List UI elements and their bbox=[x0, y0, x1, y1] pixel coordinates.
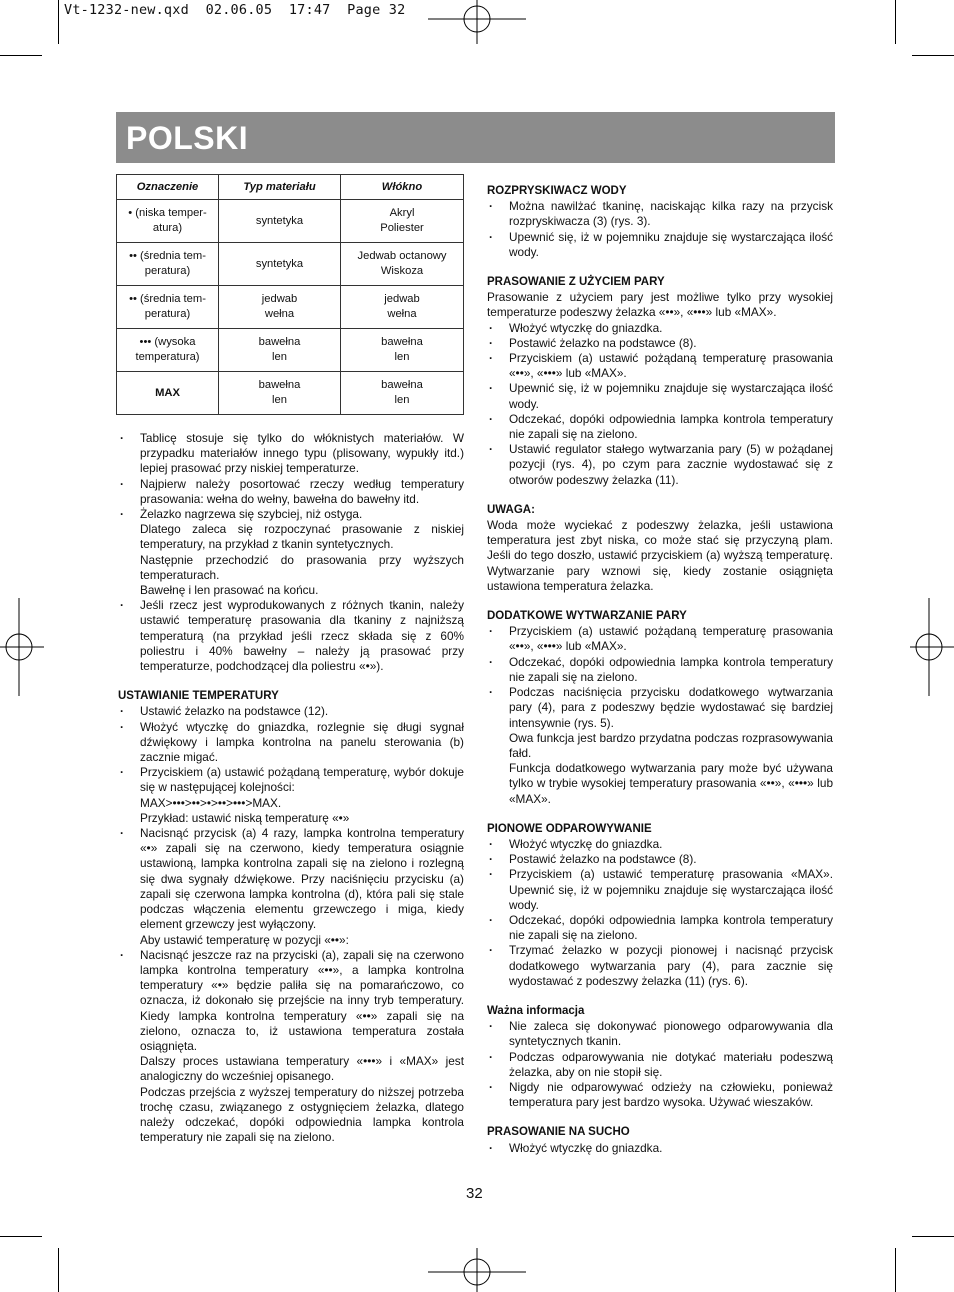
table-cell: Jedwab octanowy Wiskoza bbox=[341, 243, 464, 286]
left-column bbox=[118, 431, 464, 1145]
section-heading: Ważna informacja bbox=[487, 1004, 585, 1017]
section-heading: ROZPRYSKIWACZ WODY bbox=[487, 185, 627, 197]
list-item: · Przyciskiem (a) ustawić temperaturę prasowania «MAX». Upewnić się, iż w pojemniku znajduje się wystarczająca ilość wody. bbox=[487, 867, 833, 913]
registration-mark-left bbox=[0, 598, 44, 696]
list-item: · Nie zaleca się dokonywać pionowego odparowywania dla syntetycznych tkanin. bbox=[487, 1019, 833, 1049]
section-banner bbox=[116, 112, 835, 163]
ironing-temperature-table bbox=[116, 174, 464, 415]
intro-list bbox=[118, 431, 464, 674]
list-item: · Upewnić się, iż w pojemniku znajduje się wystarczająca ilość wody. bbox=[487, 230, 833, 260]
crop-mark bbox=[58, 1248, 59, 1292]
section-heading: USTAWIANIE TEMPERATURY bbox=[118, 690, 279, 703]
list-item: · Nigdy nie odparowywać odzieży na człowieku, ponieważ temperatura pary jest bardzo wysoka. Używać wieszaków. bbox=[487, 1080, 833, 1110]
table-row bbox=[117, 243, 464, 286]
list-item: · Postawić żelazko na podstawce (8). bbox=[487, 852, 833, 867]
table-cell: bawełna len bbox=[341, 372, 464, 415]
list-item: · Ustawić regulator stałego wytwarzania pary (5) w pożądanej pozycji (rys. 4), po czym para zacznie wydostawać się z otworów podeszwy żelazka (11). bbox=[487, 442, 833, 488]
list-item: · Nacisnąć przycisk (a) 4 razy, lampka kontrolna temperatury «•» zapali się na czerwono, kiedy temperatura osiągnie ustawioną, lampka kontrolna zapali się na zielono i rozlegną się dwa sygnały dźwiękowe. Przy naciśnięciu przycisku (a) zapali się czerwona lampka kontrolna (d), która pali się stale podczas włączenia elementu grzewczego i miga, kiedy element grzewczy jest wyłączony. Aby ustawić temperaturę w pozycji «••»: bbox=[118, 826, 464, 948]
table-cell: syntetyka bbox=[219, 200, 341, 243]
table-row bbox=[117, 200, 464, 243]
table-cell: •• (średnia tem-peratura) bbox=[117, 286, 219, 329]
list-item: · Włożyć wtyczkę do gniazdka. bbox=[487, 837, 833, 852]
list-item: · Odczekać, dopóki odpowiednia lampka kontrola temperatury nie zapali się na zielono. bbox=[487, 412, 833, 442]
list-item: · Przyciskiem (a) ustawić pożądaną temperaturę prasowania «••», «•••» lub «MAX». bbox=[487, 624, 833, 654]
table-row bbox=[117, 372, 464, 415]
crop-mark bbox=[58, 0, 59, 44]
spray-list bbox=[487, 199, 833, 260]
section-heading: DODATKOWE WYTWARZANIE PARY bbox=[487, 610, 687, 623]
list-item: · Trzymać żelazko w pozycji pionowej i nacisnąć przycisk dodatkowego wytwarzania pary (4), para zacznie się wydostawać z podeszwy żelazka (11) (rys. 6). bbox=[487, 943, 833, 989]
page-number: 32 bbox=[466, 1185, 483, 1202]
list-item: · Ustawić żelazko na podstawce (12). bbox=[118, 704, 464, 719]
list-item: · Włożyć wtyczkę do gniazdka, rozlegnie się długi sygnał dźwiękowy i lampka kontrolna na panelu sterowania (b) zacznie migać. bbox=[118, 720, 464, 766]
paragraph: Woda może wyciekać z podeszwy żelazka, jeśli ustawiona temperatura jest zbyt niska, co może stać się przyczyną plam. Jeśli do tego doszło, ustawić przyciskiem (a) wyższą temperaturę. Wytwarzanie pary wznowi się, kiedy zostanie osiągnięta ustawiona temperatura żelazka. bbox=[487, 518, 833, 593]
paragraph: Prasowanie z użyciem pary jest możliwe tylko przy wysokiej temperaturze podeszwy żelazka «••», «•••» lub «MAX». bbox=[487, 290, 833, 320]
list-item: · Tablicę stosuje się tylko do włóknistych materiałów. W przypadku materiałów innego typu (plisowany, wypukły itd.) lepiej prasować przy niskiej temperaturze. bbox=[118, 431, 464, 477]
section-heading: UWAGA: bbox=[487, 503, 535, 516]
column-header: Oznaczenie bbox=[117, 175, 219, 200]
list-item: · Jeśli rzecz jest wyprodukowanych z różnych tkanin, należy ustawić temperaturę prasowania dla tkaniny z najniższą temperaturą (na przykład jeśli rzecz składa się z 60% poliestru i 40% bawełny – należy ją prasować przy temperaturze, podchodzącej dla poliestru «•»). bbox=[118, 598, 464, 674]
table-cell: bawełna len bbox=[341, 329, 464, 372]
crop-mark bbox=[0, 1236, 42, 1237]
list-item: · Postawić żelazko na podstawce (8). bbox=[487, 336, 833, 351]
table-cell: •• (średnia tem-peratura) bbox=[117, 243, 219, 286]
crop-mark bbox=[912, 1236, 954, 1237]
table-row bbox=[117, 286, 464, 329]
list-item: · Nacisnąć jeszcze raz na przyciski (a), zapali się na czerwono lampka kontrolna temperatury «••», a lampka kontrolna temperatury «•» będzie paliła się na pomarańczowo, co oznacza, iż dokonało się przejście na inny tryb temperatury. Kiedy lampka kontrolna temperatury «••» zapali się na zielono, oznacza to, iż ustawiona temperatura została osiągnięta. Dalszy proces ustawiana temperatury «•••» i «MAX» jest analogiczny do wcześniej opisanego. Podczas przejścia z wyższej temperatury do niższej potrzeba trochę czasu, związanego z ostygnięciem żelazka, dlatego należy odczekać, dopóki odpowiednia lampka kontrola temperatury nie zapali się na zielono. bbox=[118, 948, 464, 1146]
table-cell: bawełna len bbox=[219, 329, 341, 372]
crop-mark bbox=[895, 1248, 896, 1292]
table-cell: jedwab wełna bbox=[341, 286, 464, 329]
temperature-list bbox=[118, 704, 464, 1145]
table-cell: MAX bbox=[117, 372, 219, 415]
table-cell: • (niska temper-atura) bbox=[117, 200, 219, 243]
table-row bbox=[117, 329, 464, 372]
extra-steam-list bbox=[487, 624, 833, 806]
list-item: · Odczekać, dopóki odpowiednia lampka kontrola temperatury nie zapali się na zielono. bbox=[487, 655, 833, 685]
column-header: Włókno bbox=[341, 175, 464, 200]
steam-list bbox=[487, 321, 833, 488]
vertical-steam-list bbox=[487, 837, 833, 989]
list-item: · Odczekać, dopóki odpowiednia lampka kontrola temperatury nie zapali się na zielono. bbox=[487, 913, 833, 943]
list-item: · Przyciskiem (a) ustawić pożądaną temperaturę prasowania «••», «•••» lub «MAX». bbox=[487, 351, 833, 381]
table-header-row bbox=[117, 175, 464, 200]
crop-mark bbox=[912, 55, 954, 56]
list-item: · Podczas odparowywania nie dotykać materiału podeszwą żelazka, aby on nie stopił się. bbox=[487, 1050, 833, 1080]
list-item: · Upewnić się, iż w pojemniku znajduje się wystarczająca ilość wody. bbox=[487, 381, 833, 411]
table-cell: jedwab wełna bbox=[219, 286, 341, 329]
list-item: · Włożyć wtyczkę do gniazdka. bbox=[487, 321, 833, 336]
list-item: · Żelazko nagrzewa się szybciej, niż ostyga. Dlatego zaleca się rozpoczynać prasowanie z niskiej temperatury, na przykład z tkanin syntetycznych. Następnie przechodzić do prasowania przy wyższych temperaturach. Bawełnę i len prasować na końcu. bbox=[118, 507, 464, 598]
registration-mark-top bbox=[428, 0, 526, 44]
table-cell: ••• (wysoka temperatura) bbox=[117, 329, 219, 372]
section-heading: PIONOWE ODPAROWYWANIE bbox=[487, 822, 652, 835]
registration-mark-bottom bbox=[428, 1248, 526, 1292]
page-title: POLSKI bbox=[126, 120, 249, 156]
column-header: Typ materiału bbox=[219, 175, 341, 200]
table-cell: syntetyka bbox=[219, 243, 341, 286]
list-item: · Podczas naciśnięcia przycisku dodatkowego wytwarzania pary (4), para z podeszwy będzie wydostawać się bardziej intensywnie (rys. 5). Owa funkcja jest bardzo przydatna podczas rozprasowywania fałd. Funkcja dodatkowego wytwarzania pary może być używana tylko w trybie wysokiej temperatury prasowania «••», «•••» lub «MAX». bbox=[487, 685, 833, 807]
crop-mark bbox=[895, 0, 896, 44]
right-column bbox=[487, 184, 833, 1156]
table-cell: Akryl Poliester bbox=[341, 200, 464, 243]
registration-mark-right bbox=[910, 598, 954, 696]
table-cell: bawełna len bbox=[219, 372, 341, 415]
important-list bbox=[487, 1019, 833, 1110]
crop-mark bbox=[0, 55, 42, 56]
print-slug-line: Vt-1232-new.qxd 02.06.05 17:47 Page 32 bbox=[64, 2, 406, 18]
section-heading: PRASOWANIE Z UŻYCIEM PARY bbox=[487, 276, 665, 289]
list-item: · Włożyć wtyczkę do gniazdka. bbox=[487, 1141, 833, 1156]
section-heading: PRASOWANIE NA SUCHO bbox=[487, 1126, 630, 1139]
list-item: · Przyciskiem (a) ustawić pożądaną temperaturę, wybór dokuje się w następującej kolejności: MAX>•••>••>•>••>•••>MAX. Przykład: ustawić niską temperaturę «•» bbox=[118, 765, 464, 826]
dry-ironing-list bbox=[487, 1141, 833, 1156]
list-item: · Najpierw należy posortować rzeczy według temperatury prasowania: wełna do wełny, bawełna do bawełny itd. bbox=[118, 477, 464, 507]
list-item: · Można nawilżać tkaninę, naciskając kilka razy na przycisk rozpryskiwacza (3) (rys. 3). bbox=[487, 199, 833, 229]
